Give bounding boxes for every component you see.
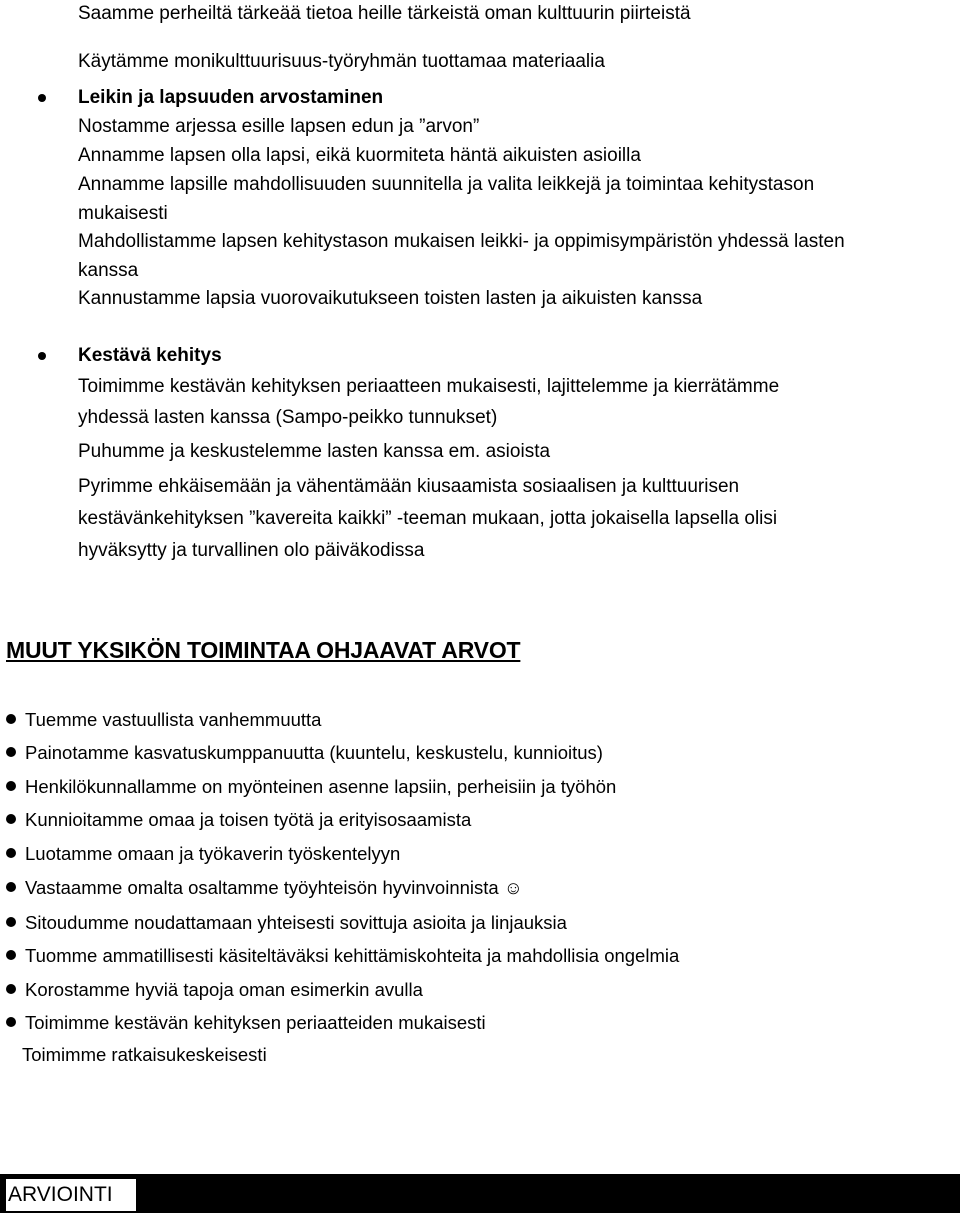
list-item: Vastaamme omalta osaltamme työyhteisön hyvinvoinnista ☺ xyxy=(6,876,523,900)
text-line: Pyrimme ehkäisemään ja vähentämään kiusaamista sosiaalisen ja kulttuurisen xyxy=(78,476,740,497)
bullet-icon xyxy=(6,747,16,757)
text-line: Puhumme ja keskustelemme lasten kanssa em. asioista xyxy=(78,441,551,462)
text-line: Toimimme kestävän kehityksen periaatteen mukaisesti, lajittelemme ja kierrätämme xyxy=(78,376,780,397)
footer-bar xyxy=(0,1174,960,1213)
bullet-icon xyxy=(6,917,16,927)
bullet-icon xyxy=(6,814,16,824)
text-line: Mahdollistamme lapsen kehitystason mukaisen leikki- ja oppimisympäristön yhdessä lasten xyxy=(78,231,845,252)
text-line: Annamme lapsen olla lapsi, eikä kuormiteta häntä aikuisten asioilla xyxy=(78,145,641,166)
list-item: Toimimme kestävän kehityksen periaatteiden mukaisesti xyxy=(6,1011,486,1035)
values-heading: MUUT YKSIKÖN TOIMINTAA OHJAAVAT ARVOT xyxy=(6,637,521,663)
bullet-icon xyxy=(38,94,46,102)
section-title: Kestävä kehitys xyxy=(78,345,222,366)
text-line: Annamme lapsille mahdollisuuden suunnitella ja valita leikkejä ja toimintaa kehitystason xyxy=(78,174,815,195)
list-item: Sitoudumme noudattamaan yhteisesti sovittuja asioita ja linjauksia xyxy=(6,911,567,935)
list-item: Tuemme vastuullista vanhemmuutta xyxy=(6,708,321,732)
list-item: Painotamme kasvatuskumppanuutta (kuuntelu, keskustelu, kunnioitus) xyxy=(6,741,603,765)
bullet-icon xyxy=(6,848,16,858)
text-line: mukaisesti xyxy=(78,203,168,224)
bullet-icon xyxy=(6,950,16,960)
text-line: yhdessä lasten kanssa (Sampo-peikko tunnukset) xyxy=(78,407,498,428)
bullet-icon xyxy=(6,781,16,791)
text-line: Nostamme arjessa esille lapsen edun ja ”arvon” xyxy=(78,116,480,137)
text-line: kanssa xyxy=(78,260,139,281)
text-line: kestävänkehityksen ”kavereita kaikki” -teeman mukaan, jotta jokaisella lapsella olisi xyxy=(78,508,778,529)
text-line: hyväksytty ja turvallinen olo päiväkodissa xyxy=(78,540,425,561)
list-item: Tuomme ammatillisesti käsiteltäväksi kehittämiskohteita ja mahdollisia ongelmia xyxy=(6,944,679,968)
bullet-icon xyxy=(38,352,46,360)
footer-heading: ARVIOINTI xyxy=(6,1179,136,1211)
bullet-icon xyxy=(6,882,16,892)
bullet-icon xyxy=(6,714,16,724)
text-line: Saamme perheiltä tärkeää tietoa heille tärkeistä oman kulttuurin piirteistä xyxy=(78,3,691,24)
list-item: Toimimme ratkaisukeskeisesti xyxy=(22,1044,267,1065)
bullet-icon xyxy=(6,1017,16,1027)
text-line: Kannustamme lapsia vuorovaikutukseen toisten lasten ja aikuisten kanssa xyxy=(78,288,703,309)
section-title: Leikin ja lapsuuden arvostaminen xyxy=(78,87,384,108)
list-item: Kunnioitamme omaa ja toisen työtä ja erityisosaamista xyxy=(6,808,471,832)
list-item: Korostamme hyviä tapoja oman esimerkin avulla xyxy=(6,978,423,1002)
text-line: Käytämme monikulttuurisuus-työryhmän tuottamaa materiaalia xyxy=(78,51,605,72)
bullet-icon xyxy=(6,984,16,994)
list-item: Henkilökunnallamme on myönteinen asenne lapsiin, perheisiin ja työhön xyxy=(6,775,616,799)
list-item: Luotamme omaan ja työkaverin työskentelyyn xyxy=(6,842,400,866)
